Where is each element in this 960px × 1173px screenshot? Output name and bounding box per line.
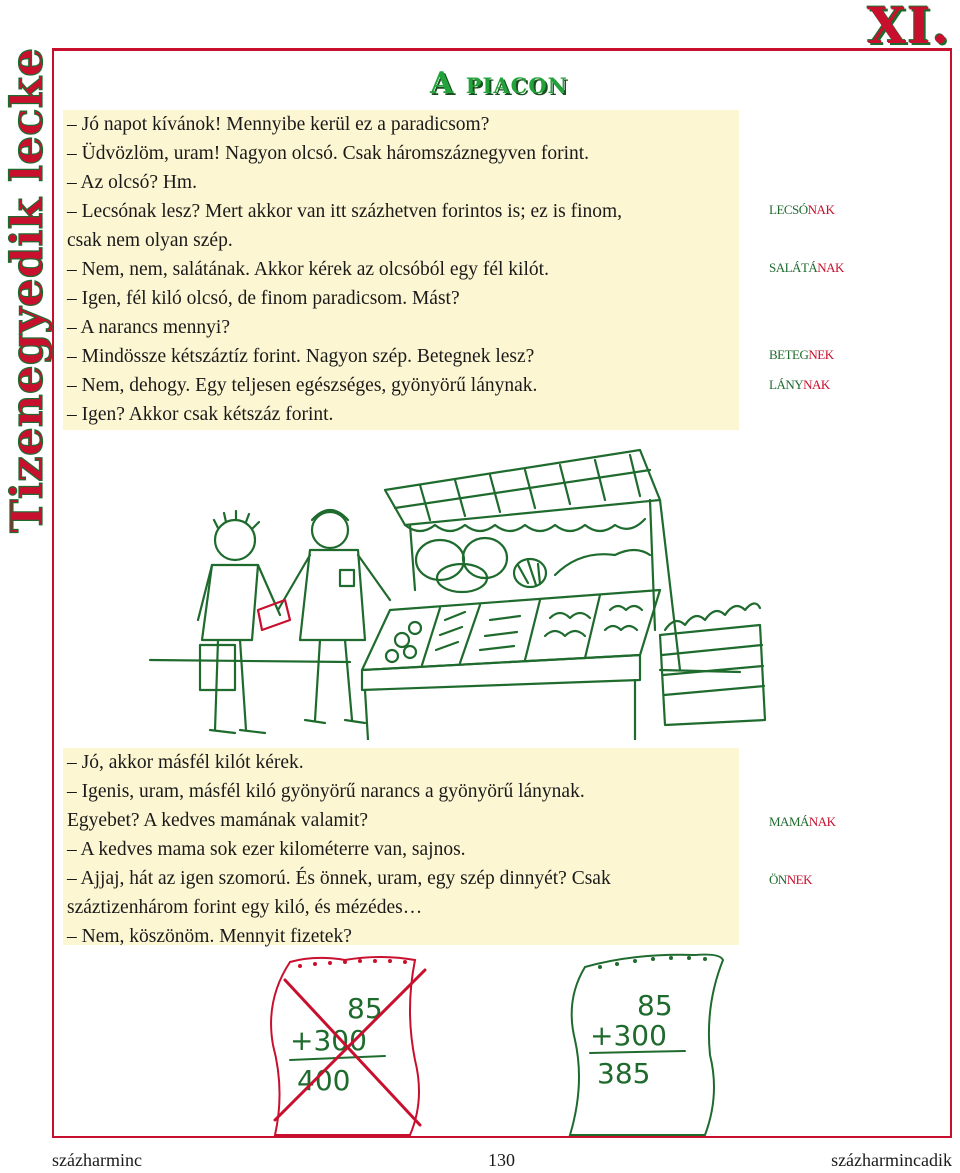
wrong-bill-result: 400 — [297, 1064, 351, 1097]
vocab-onnek: ÖNNEK — [769, 872, 812, 887]
vocab-salatanak: SALÁTÁNAK — [769, 260, 844, 275]
dialogue-line: – Igen? Akkor csak kétszáz forint. — [67, 404, 334, 425]
dialogue-line: – A kedves mama sok ezer kilométerre van, sajnos. — [67, 839, 466, 860]
wrong-bill-a: 85 — [347, 992, 383, 1025]
dialogue-line: – A narancs mennyi? — [67, 317, 230, 338]
dialogue-line: – Nem, köszönöm. Mennyit fizetek? — [67, 926, 352, 947]
vocab-mamanak: MAMÁNAK — [769, 814, 836, 829]
lesson-title: A piacon — [430, 66, 568, 101]
dialogue-line: – Ajjaj, hát az igen szomorú. És önnek, uram, egy szép dinnyét? Csak — [67, 868, 611, 889]
dialogue-line: – Üdvözlöm, uram! Nagyon olcsó. Csak háromszáznegyven forint. — [67, 143, 590, 164]
wrong-bill-b: +300 — [290, 1024, 367, 1057]
dialogue-line: – Nem, dehogy. Egy teljesen egészséges, gyönyörű lánynak. — [67, 375, 538, 396]
dialogue-line: Egyebet? A kedves mamának valamit? — [67, 810, 369, 831]
lesson-side-title — [0, 45, 56, 535]
lesson-side-title-text: Tizenegyedik lecke — [2, 62, 53, 533]
dialogue-line: – Lecsónak lesz? Mert akkor van itt százhetven forintos is; ez is finom, — [67, 201, 623, 222]
page-number: 130 — [488, 1150, 515, 1170]
dialogue-line: – Nem, nem, salátának. Akkor kérek az olcsóból egy fél kilót. — [67, 259, 549, 280]
correct-bill-result: 385 — [597, 1057, 651, 1090]
correct-bill-a: 85 — [637, 989, 673, 1022]
dialogue-line: – Mindössze kétszáztíz forint. Nagyon szép. Betegnek lesz? — [67, 346, 535, 367]
wrong-bill — [255, 950, 445, 1140]
chapter-number: XI. — [867, 0, 950, 55]
dialogue-line: – Jó, akkor másfél kilót kérek. — [67, 752, 304, 773]
correct-bill-b: +300 — [590, 1019, 667, 1052]
dialogue-line: – Igen, fél kiló olcsó, de finom paradicsom. Mást? — [67, 288, 460, 309]
footer-right: százharmincadik — [831, 1150, 952, 1170]
dialogue-panel-1 — [63, 110, 739, 430]
dialogue-line: száztizenhárom forint egy kiló, és mézédes… — [67, 897, 423, 918]
vocab-lecsonak: LECSÓNAK — [769, 202, 835, 217]
market-stall-illustration — [140, 440, 780, 740]
footer-left: százharminc — [52, 1150, 142, 1170]
dialogue-line: – Igenis, uram, másfél kiló gyönyörű narancs a gyönyörű lánynak. — [67, 781, 585, 802]
vocab-lanynak: LÁNYNAK — [769, 377, 830, 392]
dialogue-line: – Az olcsó? Hm. — [67, 172, 197, 193]
correct-bill — [545, 945, 745, 1140]
vocab-betegnek: BETEGNEK — [769, 347, 834, 362]
dialogue-line: – Jó napot kívánok! Mennyibe kerül ez a paradicsom? — [67, 114, 490, 135]
dialogue-line: csak nem olyan szép. — [67, 230, 233, 251]
dialogue-panel-2 — [63, 748, 739, 945]
